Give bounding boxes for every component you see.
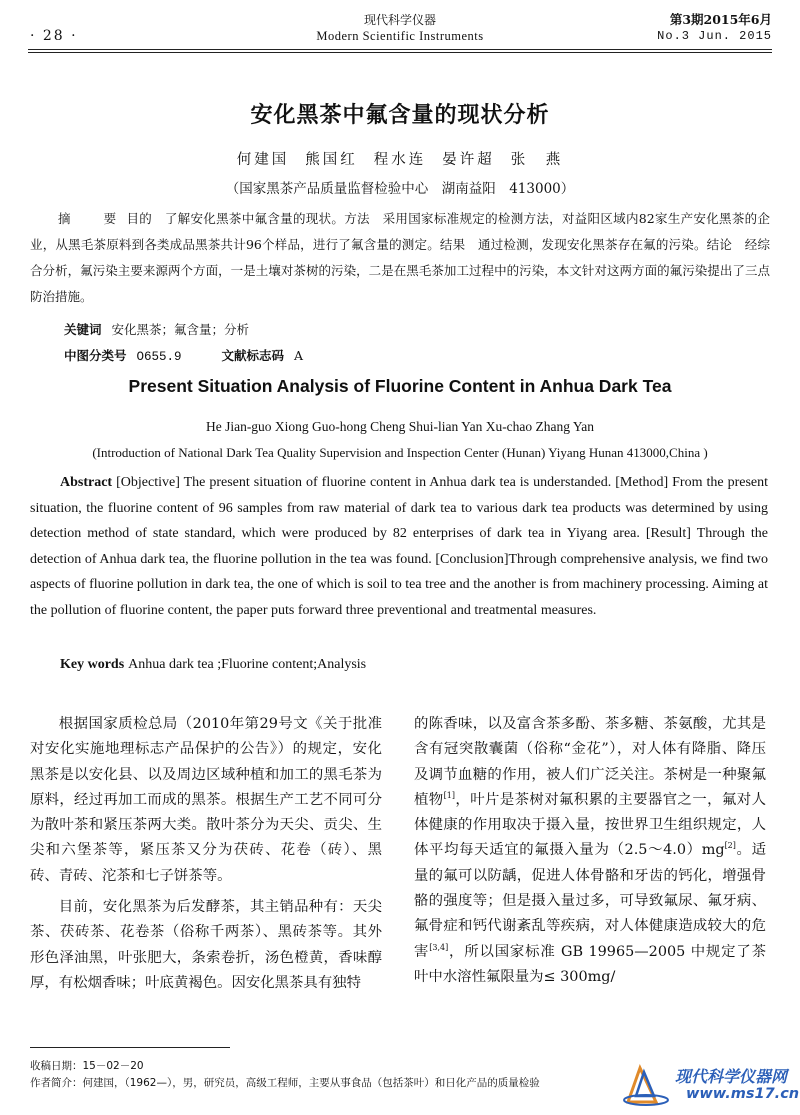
affiliation-cn: （国家黑茶产品质量监督检验中心 湖南益阳 413000） bbox=[225, 181, 575, 197]
keywords-label-cn: 关键词 bbox=[64, 322, 102, 337]
authors-en: He Jian-guo Xiong Guo-hong Cheng Shui-lian Yan Xu-chao Zhang Yan bbox=[205, 419, 595, 434]
author-name: 何建国 bbox=[236, 152, 290, 168]
clc-label: 中图分类号 bbox=[64, 348, 127, 363]
body-text: 。适量的氟可以防龋，促进人体骨骼和牙齿的钙化，增强骨骼的强度等；但是摄入量过多，可导致氟尿、氟牙病、氟骨症和钙代谢紊乱等疾病，对人体健康造成较大的危害 bbox=[414, 842, 766, 960]
body-text: ，叶片是茶树对氟积累的主要器官之一，氟对人体健康的作用取决于摄入量，按世界卫生组织规定，人体平均每天适宜的氟摄入量为（2.5～4.0）mg bbox=[414, 791, 766, 859]
keywords-en bbox=[60, 657, 366, 673]
footnote-rule bbox=[30, 1047, 230, 1048]
citation-ref: [3,4] bbox=[429, 942, 449, 952]
journal-name-cn: 现代科学仪器 bbox=[363, 13, 436, 27]
body-paragraph: 根据国家质检总局（2010年第29号文《关于批准对安化实施地理标志产品保护的公告》）的规定，安化黑茶是以安化县、以及周边区域种植和加工的黑毛茶为原料，经过再加工而成的黑茶。根据生产工艺不同可分为散叶茶和紧压茶两大类。散叶茶分为天尖、贡尖、生尖和六堡茶等，紧压茶又分为茯砖、花卷（砖）、黑砖、青砖、沱茶和七子饼茶等。 bbox=[30, 716, 382, 884]
citation-ref: [2] bbox=[724, 841, 736, 851]
issue-cn: 第3期2015年6月 bbox=[669, 12, 772, 27]
abstract-text-cn: 目的 了解安化黑茶中氟含量的现状。方法 采用国家标准规定的检测方法，对益阳区域内82家生产安化黑茶的企业，从黑毛茶原料到各类成品黑茶共计96个样品，进行了氟含量的测定。结果 通过检测，发现安化黑茶存在氟的污染。结论 经综合分析，氟污染主要来源两个方面，一是土壤对茶树的污染，二是在黑毛茶加工过程中的污染，本文针对这两方面的氟污染提出了三点防治措施。 bbox=[30, 211, 770, 304]
body-paragraph bbox=[414, 712, 766, 990]
author-bio: 作者简介：何建国，（1962—），男，研究员，高级工程师，主要从事食品（包括茶叶）和日化产品的质量检验 bbox=[30, 1077, 540, 1089]
affiliation-en: (Introduction of National Dark Tea Quality Supervision and Inspection Center (Hunan) Yiyang Hunan 413000,China ) bbox=[92, 445, 708, 460]
header-rule bbox=[28, 49, 772, 50]
header-rule-thin bbox=[28, 52, 772, 53]
issue-info bbox=[657, 12, 772, 44]
body-paragraph: 目前，安化黑茶为后发酵茶，其主销品种有：天尖茶、茯砖茶、花卷茶（俗称千两茶）、黑砖茶等。其外形色泽油黑，叶张肥大，条索卷折，汤色橙黄，香味醇厚，有松烟香味；叶底黄褐色。因安化黑茶具有独特 bbox=[30, 899, 382, 991]
body-column-right bbox=[414, 712, 766, 990]
authors-cn bbox=[0, 148, 800, 169]
journal-name-en: Modern Scientific Instruments bbox=[316, 29, 484, 43]
author-name: 晏许超 bbox=[442, 152, 495, 168]
abstract-en bbox=[30, 470, 768, 624]
abstract-label-cn: 摘 要 bbox=[58, 211, 127, 226]
paper-title-cn: 安化黑茶中氟含量的现状分析 bbox=[250, 102, 550, 128]
paper-title-en: Present Situation Analysis of Fluorine Content in Anhua Dark Tea bbox=[128, 376, 672, 396]
issue-en: No.3 Jun. 2015 bbox=[657, 29, 772, 43]
keywords-label-en: Key words bbox=[60, 657, 125, 672]
doc-code-label: 文献标志码 bbox=[221, 348, 285, 363]
watermark-url[interactable]: www.ms17.cn bbox=[686, 1086, 800, 1102]
body-text: ，所以国家标准 GB 19965—2005 中规定了茶叶中水溶性氟限量为≤ 300mg/ bbox=[414, 943, 766, 985]
abstract-text-en: [Objective] The present situation of fluorine content in Anhua dark tea is understanded. [Method] From the present situation, the fluorine content of 96 samples from raw material of dark tea to various dark tea products was determined by using detection method of state standard, which were produced by 82 enterprises of dark tea in Yiyang area. [Result] Through the detection of Anhua dark tea, the fluorine pollution in the tea was found. [Conclusion]Through comprehensive analysis, we find two aspects of fluorine pollution in dark tea, the one of which is soil to tea tree and the another is from machinery processing. Aiming at the pollution of fluorine content, the paper puts forward three preventional and treatmental measures. bbox=[30, 475, 769, 618]
doc-code-value: A bbox=[294, 348, 304, 363]
clc-value: O655.9 bbox=[136, 350, 182, 364]
keywords-text-cn: 安化黑茶；氟含量；分析 bbox=[111, 322, 250, 337]
author-name: 程水连 bbox=[373, 152, 427, 168]
abstract-cn bbox=[30, 206, 770, 310]
citation-ref: [1] bbox=[443, 791, 455, 801]
keywords-cn bbox=[64, 320, 249, 338]
page-number: · 28 · bbox=[30, 28, 78, 44]
author-name: 张 燕 bbox=[510, 152, 564, 168]
received-date: 收稿日期：15－02－20 bbox=[30, 1060, 144, 1072]
classification-line bbox=[64, 346, 303, 364]
body-column-left bbox=[30, 712, 382, 996]
watermark-name: 现代科学仪器网 bbox=[675, 1067, 788, 1086]
keywords-text-en: Anhua dark tea ;Fluorine content;Analysis bbox=[128, 657, 367, 672]
body-text: 的陈香味，以及富含茶多酚、茶多糖、茶氨酸，尤其是含有冠突散囊菌（俗称“金花”），对人体有降脂、降压及调节血糖的作用，被人们广泛关注。茶树是一种聚氟植物 bbox=[414, 716, 766, 808]
abstract-label-en: Abstract bbox=[60, 475, 113, 490]
author-name: 熊国红 bbox=[305, 152, 358, 168]
